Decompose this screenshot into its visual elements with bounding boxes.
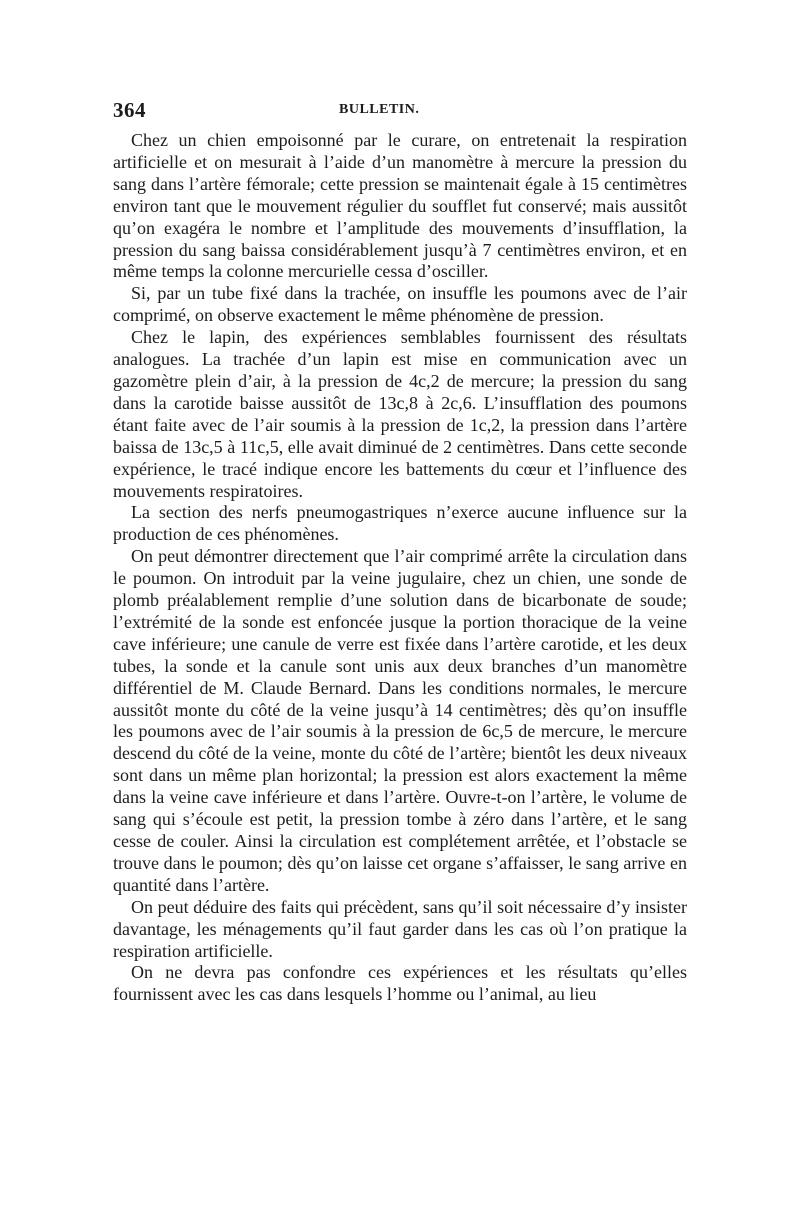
paragraph-pneumogastric-section: La section des nerfs pneumogastriques n’exerce aucune influence sur la production de ces phénomènes. xyxy=(113,502,687,545)
paragraph-circulation-demonstration: On peut démontrer directement que l’air comprimé arrête la circulation dans le poumon. On introduit par la veine jugulaire, chez un chien, une sonde de plomb préalablement remplie d’une solution dans de bicarbonate de soude; l’extrémité de la sonde est enfoncée jusque la portion thoracique de la veine cave inférieure; une canule de verre est fixée dans l’artère carotide, et les deux tubes, la sonde et la canule sont unis aux deux branches d’un manomètre différentiel de M. Claude Bernard. Dans les conditions normales, le mercure aussitôt monte du côté de la veine jusqu’à 14 centimètres; dès qu’on insuffle les poumons avec de l’air soumis à la pression de 6c,5 de mercure, le mercure descend du côté de la veine, monte du côté de l’artère; bientôt les deux niveaux sont dans un même plan horizontal; la pression est alors exactement la même dans la veine cave inférieure et dans l’artère. Ouvre-t-on l’artère, le volume de sang qui s’écoule est petit, la pression tombe à zéro dans l’artère, et le sang cesse de couler. Ainsi la circulation est complétement arrêtée, et l’obstacle se trouve dans le poumon; dès qu’on laisse cet organe s’affaisser, le sang arrive en quantité dans l’artère. xyxy=(113,546,687,895)
paragraph-curare-dog: Chez un chien empoisonné par le curare, on entretenait la respiration artificielle et on mesurait à l’aide d’un manomètre à mercure la pression du sang dans l’artère fémorale; cette pression se maintenait égale à 15 centimètres environ tant que le mouvement régulier du soufflet fut conservé; mais aussitôt qu’on exagéra le nombre et l’amplitude des mouvements d’insufflation, la pression du sang baissa considérablement jusqu’à 7 centimètres environ, et en même temps la colonne mercurielle cessa d’osciller. xyxy=(113,130,687,282)
paragraph-rabbit-experiments: Chez le lapin, des expériences semblables fournissent des résultats analogues. La trachée d’un lapin est mise en communication avec un gazomètre plein d’air, à la pression de 4c,2 de mercure; la pression du sang dans la carotide baisse aussitôt de 13c,8 à 2c,6. L’insufflation des poumons étant faite avec de l’air soumis à la pression de 1c,2, la pression dans l’artère baissa de 13c,5 à 11c,5, elle avait diminué de 2 centimètres. Dans cette seconde expérience, le tracé indique encore les battements du cœur et l’influence des mouvements respiratoires. xyxy=(113,327,687,501)
running-head: BULLETIN. xyxy=(339,102,420,117)
paragraph-trachea-tube: Si, par un tube fixé dans la trachée, on insuffle les poumons avec de l’air comprimé, on observe exactement le même phénomène de pression. xyxy=(113,283,687,326)
book-page xyxy=(113,96,687,1006)
paragraph-closing: On ne devra pas confondre ces expériences et les résultats qu’elles fournissent avec les cas dans lesquels l’homme ou l’animal, au lieu xyxy=(113,962,687,1005)
body-text xyxy=(113,130,687,1006)
paragraph-deduction: On peut déduire des faits qui précèdent, sans qu’il soit nécessaire d’y insister davantage, les ménagements qu’il faut garder dans les cas où l’on pratique la respiration artificielle. xyxy=(113,896,687,961)
page-number: 364 xyxy=(113,98,146,122)
page-header xyxy=(113,96,687,130)
